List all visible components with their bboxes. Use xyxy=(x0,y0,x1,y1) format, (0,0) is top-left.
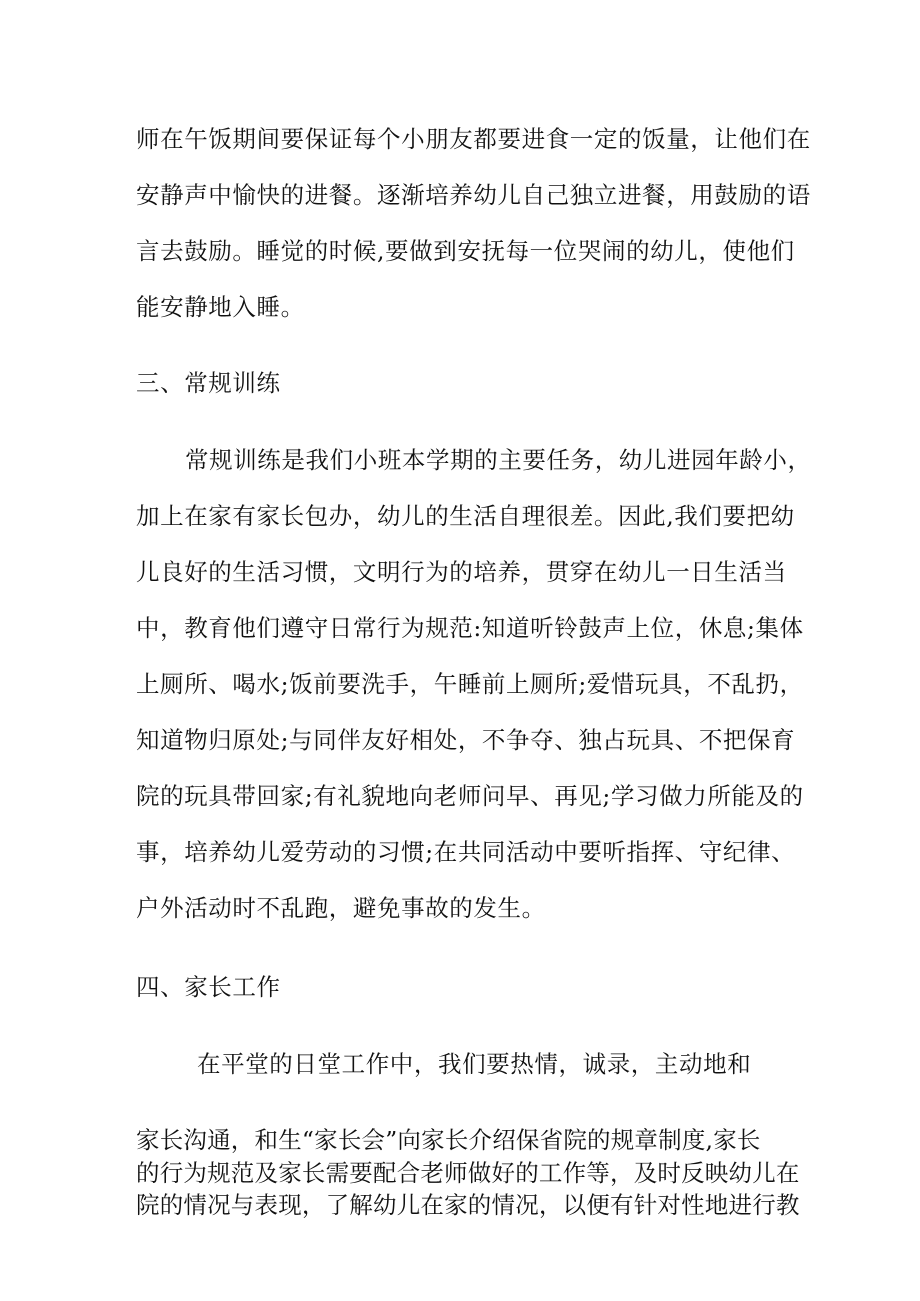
section-heading-parent-work: 四、家长工作 xyxy=(136,973,281,1001)
text-line: 院的情况与表现，了解幼儿在家的情况，以便有针对性地进行教 xyxy=(136,1191,800,1219)
text-line: 能安静地入睡。 xyxy=(136,293,305,321)
text-line: 安静声中愉快的进餐。逐渐培养幼儿自己独立进餐，用鼓励的语 xyxy=(136,181,811,209)
text-line: 常规训练是我们小班本学期的主要任务，幼儿进园年龄小， xyxy=(185,446,812,474)
text-line: 在平堂的日堂工作中，我们要热情，诚录，主动地和 xyxy=(197,1050,752,1078)
text-line: 言去鼓励。睡觉的时候,要做到安抚每一位哭闹的幼儿，使他们 xyxy=(136,237,795,265)
text-line: 院的玩具带回家;有礼貌地向老师问早、再见;学习做力所能及的 xyxy=(136,782,804,810)
text-line: 中，教育他们遵守日常行为规范:知道听铃鼓声上位，休息;集体 xyxy=(136,614,804,642)
text-line: 户外活动时不乱跑，避免事故的发生。 xyxy=(136,894,546,922)
text-line: 的行为规范及家长需要配合老师做好的工作等，及时反映幼儿在 xyxy=(136,1159,800,1187)
text-line: 事，培养幼儿爱劳动的习惯;在共同活动中要听指挥、守纪律、 xyxy=(136,838,796,866)
text-line: 师在午饭期间要保证每个小朋友都要进食一定的饭量，让他们在 xyxy=(136,125,811,153)
text-line: 家长沟通，和生“家长会”向家长介绍保省院的规章制度,家长 xyxy=(136,1126,761,1154)
text-line: 上厕所、喝水;饭前要洗手，午睡前上厕所;爱惜玩具，不乱扔， xyxy=(136,670,804,698)
text-line: 加上在家有家长包办，幼儿的生活自理很差。因此,我们要把幼 xyxy=(136,502,795,530)
text-line: 知道物归原处;与同伴友好相处，不争夺、独占玩具、不把保育 xyxy=(136,726,796,754)
text-line: 儿良好的生活习惯，文明行为的培养，贯穿在幼儿一日生活当 xyxy=(136,558,787,586)
section-heading-routine-training: 三、常规训练 xyxy=(136,369,281,397)
